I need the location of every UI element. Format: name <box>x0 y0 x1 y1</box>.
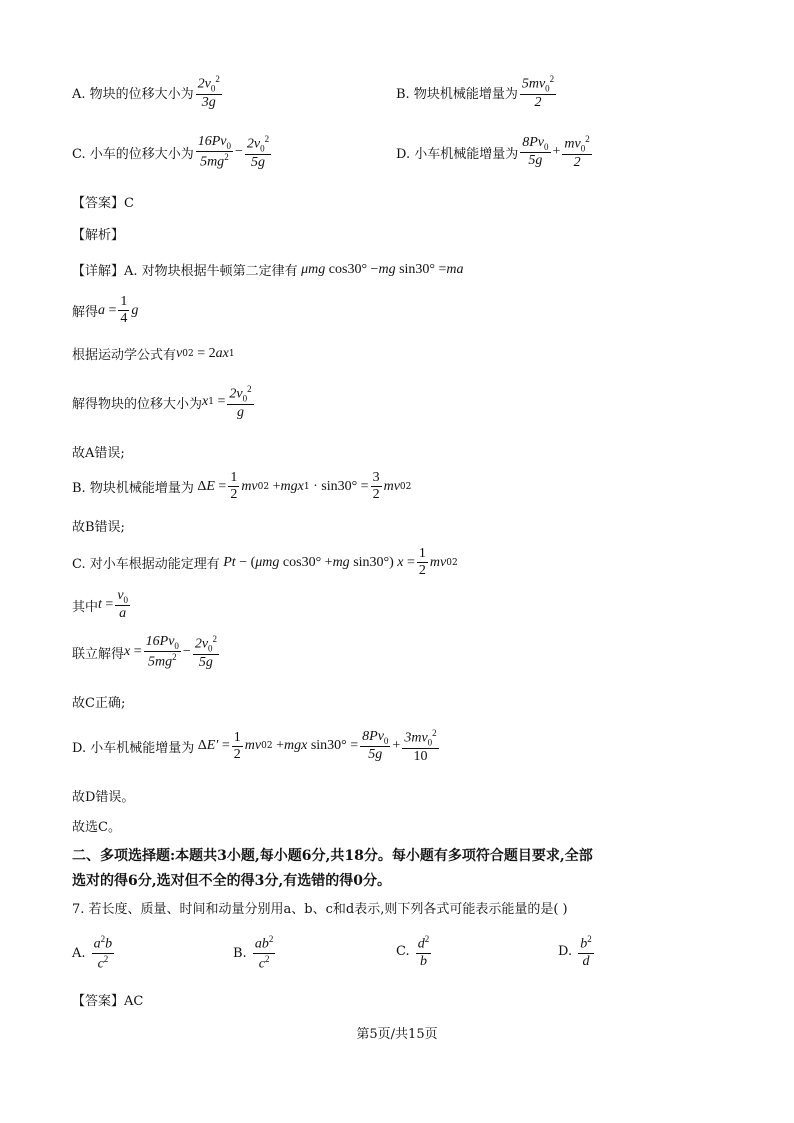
q7-option-c: C. $\frac{d^2}{b}$ <box>396 934 430 969</box>
solve-x1: 解得物块的位移大小为 x 1 = $\frac{2v_0^2}{g}$ <box>72 384 252 420</box>
section2-line1: 二、多项选择题:本题共3小题,每小题6分,共18分。每小题有多项符合题目要求,全部 <box>72 848 593 864</box>
d-wrong: 故D错误。 <box>72 790 135 805</box>
option-d: D. 小车机械能增量为 $\frac{8Pv_0}{5g}$ + $\frac{mv_0^2}{2}$ <box>396 134 590 170</box>
solve-a: 解得 a = $\frac{1}{4}$ g <box>72 294 139 327</box>
detail-a: 【详解】A. 对物块根据牛顿第二定律有 μmg cos30° − mg sin30° = ma <box>72 261 464 279</box>
choose-c: 故选C。 <box>72 820 121 835</box>
option-b: B. 物块机械能增量为 $\frac{5mv_0^2}{2}$ <box>396 74 555 110</box>
where-t: 其中 t = $\frac{v_0}{a}$ <box>72 588 129 622</box>
option-a: A. 物块的位移大小为 $\frac{2v_0^2}{3g}$ <box>72 74 220 110</box>
a-wrong: 故A错误; <box>72 446 125 461</box>
detail-b: B. 物块机械能增量为 Δ E = $\frac{1}{2}$ mv 0 2 + mgx 1 · sin30° = $\frac{3}{2}$ mv 0 2 <box>72 470 412 503</box>
option-c: C. 小车的位移大小为 $\frac{16Pv_0}{5mg^2}$ − $\frac{2v_0^2}{5g}$ <box>72 134 270 170</box>
answer-q7: 【答案】AC <box>72 994 144 1009</box>
analysis-label: 【解析】 <box>72 228 125 243</box>
detail-c: C. 对小车根据动能定理有 Pt − ( μmg cos30° + mg sin30°) x = $\frac{1}{2}$ mv 0 2 <box>72 546 458 579</box>
c-right: 故C正确; <box>72 696 126 711</box>
b-wrong: 故B错误; <box>72 520 125 535</box>
page-footer: 第5页/共15页 <box>356 1027 438 1042</box>
kinematics: 根据运动学公式有 v 0 2 = 2 ax 1 <box>72 345 235 363</box>
section2-line2: 选对的得6分,选对但不全的得3分,有选错的得0分。 <box>72 873 391 889</box>
answer-q6: 【答案】C <box>72 196 134 211</box>
detail-d: D. 小车机械能增量为 Δ E′ = $\frac{1}{2}$ mv 0 2 + mgx sin30° = $\frac{8Pv_0}{5g}$ + $\frac{3mv_0^2}{10}$ <box>72 728 437 764</box>
q7-option-b: B. $\frac{ab^2}{c^2}$ <box>233 934 274 972</box>
q7-stem: 7. 若长度、质量、时间和动量分别用a、b、c和d表示,则下列各式可能表示能量的是( ) <box>72 902 568 917</box>
q7-option-a: A. $\frac{a^2b}{c^2}$ <box>72 934 113 972</box>
q7-option-d: D. $\frac{b^2}{d}$ <box>558 934 592 969</box>
combine: 联立解得 x = $\frac{16Pv_0}{5mg^2}$ − $\frac{2v_0^2}{5g}$ <box>72 634 218 670</box>
